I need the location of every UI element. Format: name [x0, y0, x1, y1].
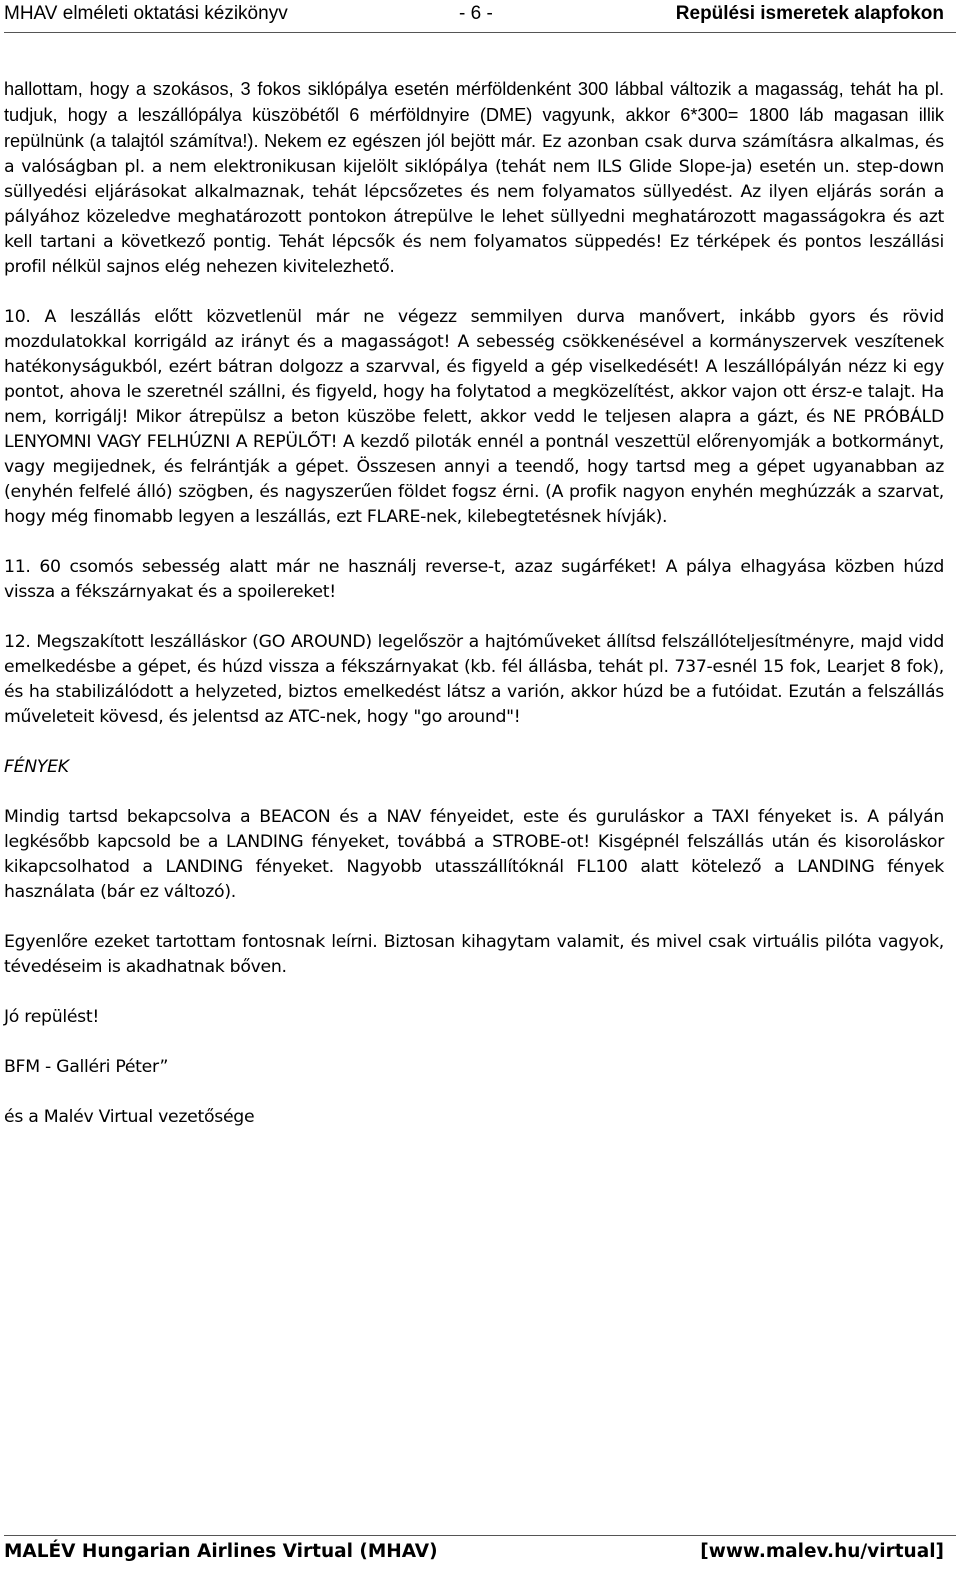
paragraph-step-12: 12. Megszakított leszálláskor (GO AROUND) legelőször a hajtóműveket állítsd felszállóteljesítményre, majd vidd emelkedésbe a gépet, és húzd vissza a fékszárnyakat (kb. fél állásba, tehát pl. 737-esnél 15 fok, Learjet 8 fok), és ha stabilizálódott a helyzeted, biztos emelkedést látsz a varión, akkor húzd be a futóidat. Ezután a felszállás műveleteit kövesd, és jelentsd az ATC-nek, hogy "go around"!: [4, 632, 944, 727]
paragraph-wish: Jó repülést!: [4, 1007, 99, 1027]
paragraph-signature-team: és a Malév Virtual vezetősége: [4, 1107, 255, 1127]
header-page-number: - 6 -: [459, 3, 493, 24]
paragraph-signature: BFM - Galléri Péter”: [4, 1057, 169, 1077]
paragraph-glide-slope-part2: Ez azonban csak durva számításra alkalmas, és a valóságban pl. a nem elektronikusan kijelölt siklópálya (tehát nem ILS Glide Slope-ja) esetén un. step-down süllyedési eljárásokat alkalmaznak, tehát lépcsőzetes és nem folyamatos süllyedést. Az ilyen eljárás során a pályához közeledve meghatározott pontokon átrepülve le lehet süllyedni meghatározott magasságokra és azt kell tartani a következő pontig. Tehát lépcsők és nem folyamatos süppedés! Ez térképek és pontos leszállási profil nélkül sajnos elég nehezen kivitelezhető.: [4, 132, 944, 277]
footer-website: [www.malev.hu/virtual]: [700, 1541, 944, 1562]
header-divider: [4, 32, 956, 33]
paragraph-step-11: 11. 60 csomós sebesség alatt már ne használj reverse-t, azaz sugárféket! A pálya elhagyása közben húzd vissza a fékszárnyakat és a spoilereket!: [4, 557, 944, 602]
footer-divider: [4, 1535, 956, 1536]
document-body: [4, 77, 944, 1155]
paragraph-glide-slope-part1: hallottam, hogy a szokásos, 3 fokos siklópálya esetén mérföldenként 300 lábbal változik a magasság, tehát ha pl. tudjuk, hogy a leszállópálya küszöbétől 6 mérföldnyire (DME) vagyunk, akkor 6*300= 1800 láb magasan illik repülnünk (a talajtól számítva!). Nekem ez egészen jól bejött már.: [4, 79, 944, 151]
header-section-title: Repülési ismeretek alapfokon: [675, 3, 944, 24]
paragraph-glide-slope: [4, 77, 944, 280]
page-header: [4, 0, 944, 28]
paragraph-closing: Egyenlőre ezeket tartottam fontosnak leírni. Biztosan kihagytam valamit, és mivel csak virtuális pilóta vagyok, tévedéseim is akadhatnak bőven.: [4, 932, 944, 977]
section-title-lights: FÉNYEK: [4, 757, 69, 777]
paragraph-step-10: 10. A leszállás előtt közvetlenül már ne végezz semmilyen durva manővert, inkább gyors és rövid mozdulatokkal korrigáld az irányt és a magasságot! A sebesség csökkenésével a kormányszervek veszítenek hatékonyságukból, ezért bátran dolgozz a szarvval, és figyeld a gép viselkedését! A leszállópályán nézz ki egy pontot, ahova le szeretnél szállni, és figyeld, hogy ha folytatod a megközelítést, akkor vajon ott érsz-e talajt. Ha nem, korrigálj! Mikor átrepülsz a beton küszöbe felett, akkor vedd le teljesen alapra a gázt, és NE PRÓBÁLD LENYOMNI VAGY FELHÚZNI A REPÜLŐT! A kezdő piloták ennél a pontnál veszettül előrenyomják a botkormányt, vagy megijednek, és felrántják a gépet. Összesen annyi a teendő, hogy tartsd meg a gépet ugyanabban az (enyhén felfelé álló) szögben, és nagyszerűen földet fogsz érni. (A profik nagyon enyhén meghúzzák a szarvat, hogy még finomabb legyen a leszállás, ezt FLARE-nek, kilebegtetésnek hívják).: [4, 307, 944, 527]
paragraph-lights: Mindig tartsd bekapcsolva a BEACON és a NAV fényeidet, este és guruláskor a TAXI fényeket is. A pályán legkésőbb kapcsold be a LANDING fényeket, továbbá a STROBE-ot! Kisgépnél felszállás után és kisoroláskor kikapcsolhatod a LANDING fényeket. Nagyobb utasszállítóknál FL100 alatt kötelező a LANDING fények használata (bár ez változó).: [4, 807, 944, 902]
page-footer: [4, 1541, 944, 1567]
header-document-title: MHAV elméleti oktatási kézikönyv: [4, 3, 288, 24]
footer-organization: MALÉV Hungarian Airlines Virtual (MHAV): [4, 1541, 438, 1562]
